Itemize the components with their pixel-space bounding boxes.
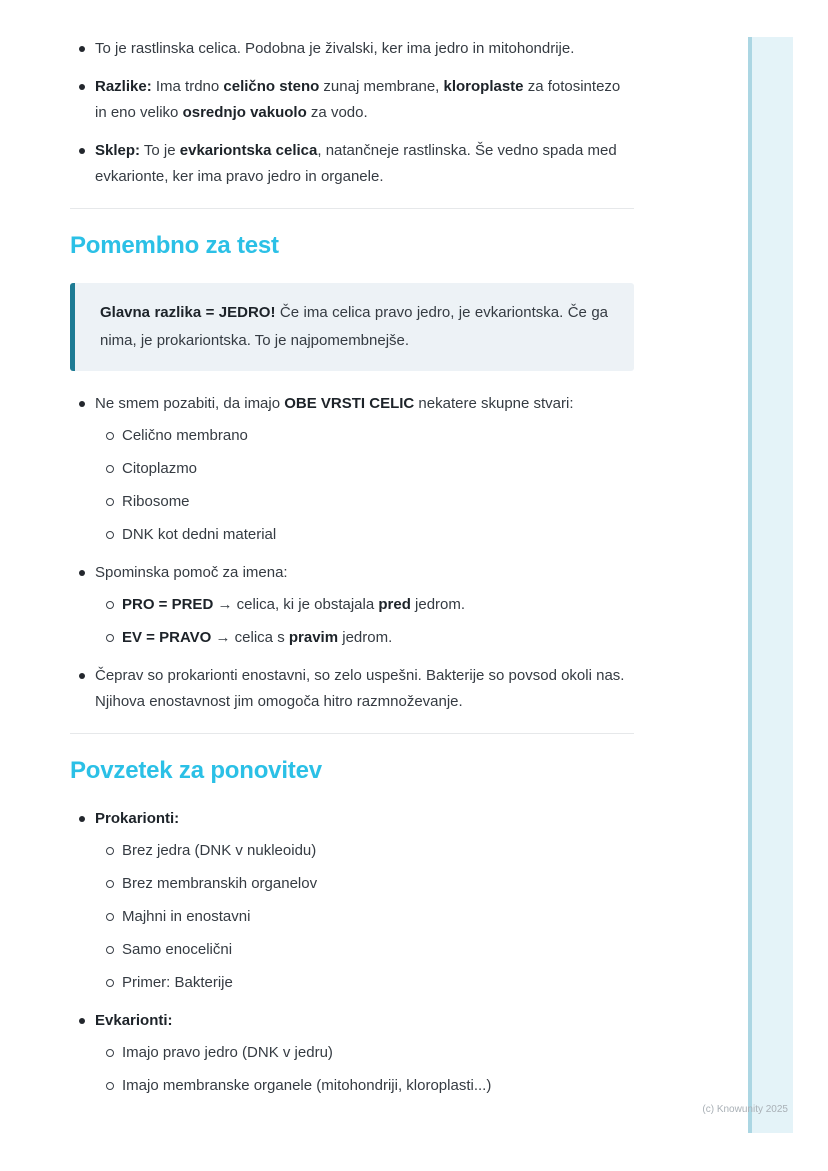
circle-bullet-icon (106, 847, 114, 855)
sub-bullet-item (70, 970, 634, 996)
bullet-item (70, 663, 634, 715)
disc-bullet-icon (79, 570, 85, 576)
watermark: (c) Knowunity 2025 (702, 1104, 788, 1115)
disc-bullet-icon (79, 1018, 85, 1024)
list-item-text: Imajo membranske organele (mitohondriji, kloroplasti...) (122, 1077, 492, 1094)
bold-text: Glavna razlika = JEDRO! (100, 304, 276, 321)
list-item-text: To je rastlinska celica. Podobna je živalski, ker ima jedro in mitohondrije. (95, 40, 575, 57)
circle-bullet-icon (106, 601, 114, 609)
bullet-list (70, 36, 634, 190)
list-item-text: EV = PRAVO → celica s pravim jedrom. (122, 629, 393, 646)
bullet-list (70, 806, 634, 1099)
circle-bullet-icon (106, 913, 114, 921)
sub-bullet-item (70, 625, 634, 651)
sub-bullet-item (70, 456, 634, 482)
sub-bullet-item (70, 423, 634, 449)
callout-box (70, 283, 634, 371)
circle-bullet-icon (106, 1082, 114, 1090)
disc-bullet-icon (79, 84, 85, 90)
list-item-text: Čeprav so prokarionti enostavni, so zelo uspešni. Bakterije so povsod okoli nas. Njihova enostavnost jim omogoča hitro razmnoževanje. (95, 667, 625, 710)
bold-text: EV = PRAVO (122, 629, 212, 646)
section-divider (70, 208, 634, 209)
list-item-text: Razlike: Ima trdno celično steno zunaj membrane, kloroplaste za fotosintezo in eno veliko osrednjo vakuolo za vodo. (95, 78, 621, 121)
sub-bullet-item (70, 592, 634, 618)
bold-text: Razlike: (95, 78, 152, 95)
callout-text: Glavna razlika = JEDRO! Če ima celica pravo jedro, je evkariontska. Če ga nima, je prokariontska. To je najpomembnejše. (100, 304, 609, 349)
bold-text: pred (378, 596, 411, 613)
bold-text: osrednjo vakuolo (182, 104, 307, 121)
list-item-text: Primer: Bakterije (122, 974, 233, 991)
list-item-text: Brez jedra (DNK v nukleoidu) (122, 842, 317, 859)
list-item-text: Brez membranskih organelov (122, 875, 318, 892)
list-item-text: Imajo pravo jedro (DNK v jedru) (122, 1044, 333, 1061)
page-edge-highlight-strip (748, 37, 793, 1133)
bullet-item (70, 138, 634, 190)
list-item-text: Ribosome (122, 493, 190, 510)
document-content (70, 36, 634, 1099)
sub-bullet-item (70, 1040, 634, 1066)
circle-bullet-icon (106, 946, 114, 954)
list-item-text (95, 810, 179, 827)
list-item-text: DNK kot dedni material (122, 526, 277, 543)
list-item-text: Celično membrano (122, 427, 248, 444)
list-item-text (95, 1012, 173, 1029)
section-heading: Povzetek za ponovitev (70, 757, 322, 784)
disc-bullet-icon (79, 46, 85, 52)
bullet-list (70, 391, 634, 715)
bold-text: Evkarionti: (95, 1012, 173, 1029)
sub-bullet-item (70, 522, 634, 548)
bullet-item (70, 560, 634, 586)
bold-text: Prokarionti: (95, 810, 180, 827)
bold-text: OBE VRSTI CELIC (284, 395, 415, 412)
list-item-text: Ne smem pozabiti, da imajo OBE VRSTI CELIC nekatere skupne stvari: (95, 395, 574, 412)
sub-bullet-item (70, 489, 634, 515)
disc-bullet-icon (79, 401, 85, 407)
section-heading: Pomembno za test (70, 232, 279, 259)
list-item-text: PRO = PRED → celica, ki je obstajala pred jedrom. (122, 596, 466, 613)
sub-bullet-item (70, 937, 634, 963)
bullet-item (70, 806, 634, 832)
circle-bullet-icon (106, 432, 114, 440)
list-item-text: Samo enocelični (122, 941, 233, 958)
disc-bullet-icon (79, 148, 85, 154)
circle-bullet-icon (106, 880, 114, 888)
circle-bullet-icon (106, 634, 114, 642)
bold-text: Sklep: (95, 142, 141, 159)
circle-bullet-icon (106, 498, 114, 506)
circle-bullet-icon (106, 1049, 114, 1057)
bold-text: evkariontska celica (179, 142, 318, 159)
section-divider (70, 733, 634, 734)
sub-bullet-item (70, 1073, 634, 1099)
circle-bullet-icon (106, 979, 114, 987)
bold-text: PRO = PRED (122, 596, 214, 613)
bullet-item (70, 1008, 634, 1034)
list-item-text: Sklep: To je evkariontska celica, natančneje rastlinska. Še vedno spada med evkarionte, ker ima pravo jedro in organele. (95, 142, 617, 185)
circle-bullet-icon (106, 465, 114, 473)
bullet-item (70, 391, 634, 417)
disc-bullet-icon (79, 816, 85, 822)
bold-text: pravim (288, 629, 339, 646)
list-item-text: Citoplazmo (122, 460, 198, 477)
bullet-item (70, 74, 634, 126)
sub-bullet-item (70, 838, 634, 864)
sub-bullet-item (70, 904, 634, 930)
bold-text: celično steno (223, 78, 320, 95)
bullet-item (70, 36, 634, 62)
sub-bullet-item (70, 871, 634, 897)
list-item-text: Majhni in enostavni (122, 908, 251, 925)
disc-bullet-icon (79, 673, 85, 679)
bold-text: kloroplaste (443, 78, 524, 95)
list-item-text: Spominska pomoč za imena: (95, 564, 288, 581)
circle-bullet-icon (106, 531, 114, 539)
